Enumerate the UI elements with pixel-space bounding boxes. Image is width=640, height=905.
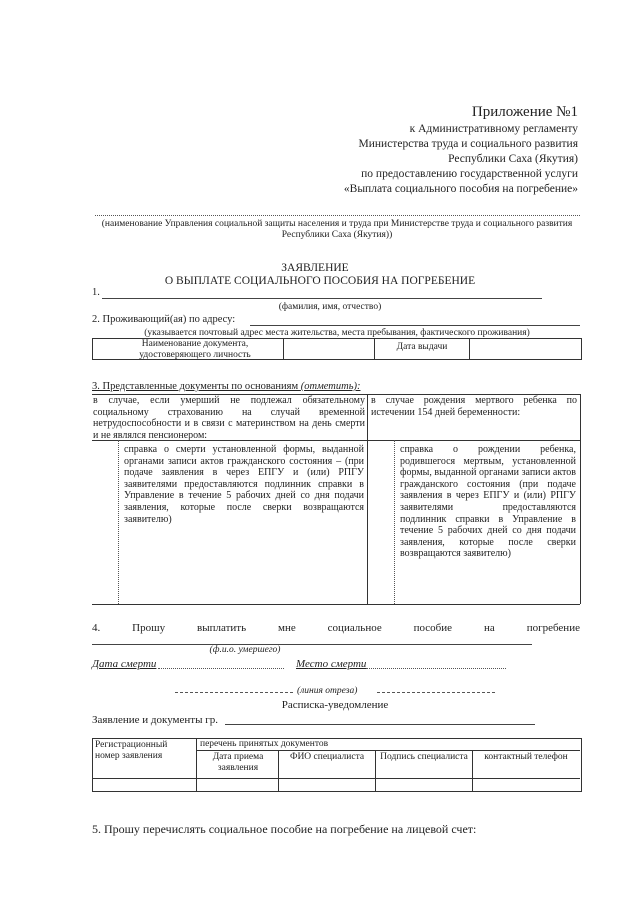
appendix-title: Приложение №1 xyxy=(471,104,578,120)
request-word: на xyxy=(483,622,495,634)
dept-line xyxy=(95,215,580,216)
request-word: пособие xyxy=(413,622,453,634)
docs-right-head: в случае рождения мертвого ребенка по истечении 154 дней беременности: xyxy=(371,395,577,418)
receipt-title: Расписка-уведомление xyxy=(281,699,389,711)
item1-number: 1. xyxy=(92,287,100,298)
docs-heading xyxy=(92,381,492,393)
cut-line-right xyxy=(377,692,495,693)
docs-right-body: справка о рождении ребенка, родившегося мертвым, установленной формы, выданной органами записи актов гражданского состояния (при подаче заявления в через ЕПГУ и (или) РПГУ заявителями предоставляются подлинник справки в Управление в течение 5 рабочих дней со дня подачи заявления, которые после сверки возвращаются заявителю) xyxy=(400,444,576,560)
header-line: к Административному регламенту xyxy=(409,123,578,135)
docs-left-head: в случае, если умерший не подлежал обязательному социальному страхованию на случай временной нетрудоспособности и в связи с материнством на день смерти и не являлся пенсионером: xyxy=(93,395,365,441)
header-line: «Выплата социального пособия на погребение» xyxy=(343,183,578,195)
docs-heading-prefix: 3. Представленные документы по основаниям xyxy=(92,381,301,392)
request-word: мне xyxy=(278,622,296,634)
left-doc-checkbox[interactable] xyxy=(93,441,117,603)
receipt-label: Заявление и документы гр. xyxy=(92,714,218,726)
reg-table-divider xyxy=(278,750,279,791)
request-word: погребение xyxy=(526,622,580,634)
docs-heading-mark: (отметить): xyxy=(300,381,361,392)
cut-line-label: (линия отреза) xyxy=(297,686,358,696)
docs-table-bottom xyxy=(92,604,580,605)
reg-table-divider xyxy=(196,738,197,791)
docs-list-header: перечень принятых документов xyxy=(200,739,329,749)
death-place-label: Место смерти xyxy=(296,658,367,670)
cut-line-left xyxy=(175,692,293,693)
dept-caption: (наименование Управления социальной защиты населения и труда при Министерстве труда и социального развития Республики Саха (Якутия)) xyxy=(101,219,573,240)
docs-table-right xyxy=(580,394,581,604)
header-line: Республики Саха (Якутия) xyxy=(448,153,578,165)
left-checkbox-cell-border xyxy=(118,440,119,604)
reg-number-header: Регистрационный номер заявления xyxy=(95,740,168,761)
right-checkbox-cell-border xyxy=(394,440,395,604)
id-issue-date: Дата выдачи xyxy=(396,342,448,352)
reg-table-divider xyxy=(375,750,376,791)
doc-title: ЗАЯВЛЕНИЕ xyxy=(281,262,349,274)
header-line: по предоставлению государственной услуги xyxy=(361,168,578,180)
address-field[interactable] xyxy=(250,325,580,326)
id-doc-name: Наименование документа, удостоверяющего личность xyxy=(139,339,251,360)
id-date-cell[interactable] xyxy=(470,339,579,358)
reg-table-divider xyxy=(472,750,473,791)
reg-col-header: ФИО специалиста xyxy=(289,752,365,762)
request-word: Прошу xyxy=(132,622,166,634)
reg-table-subheader-line xyxy=(196,750,580,751)
address-label: 2. Проживающий(ая) по адресу: xyxy=(92,314,236,325)
fio-caption: (фамилия, имя, отчество) xyxy=(278,302,382,312)
reg-col-header: контактный телефон xyxy=(484,752,568,762)
deceased-caption: (ф.и.о. умершего) xyxy=(209,645,281,655)
address-caption: (указывается почтовый адрес места жительства, места пребывания, фактического проживания) xyxy=(144,328,530,338)
death-date-label: Дата смерти xyxy=(92,658,157,670)
reg-table-row-line xyxy=(92,778,580,779)
doc-subtitle: О ВЫПЛАТЕ СОЦИАЛЬНОГО ПОСОБИЯ НА ПОГРЕБЕНИЕ xyxy=(164,275,476,287)
death-place-field[interactable] xyxy=(366,668,506,669)
death-date-field[interactable] xyxy=(158,668,284,669)
fio-field[interactable] xyxy=(102,298,542,299)
header-line: Министерства труда и социального развития xyxy=(358,138,578,150)
right-doc-checkbox[interactable] xyxy=(368,441,393,603)
request-word: выплатить xyxy=(197,622,247,634)
request-line xyxy=(92,622,580,634)
id-table-divider xyxy=(374,338,375,359)
receipt-name-field[interactable] xyxy=(225,724,535,725)
reg-col-header: Дата приема заявления xyxy=(212,752,264,773)
request-word: социальное xyxy=(327,622,382,634)
docs-left-body: справка о смерти установленной формы, выданной органами записи актов гражданского состояния – (при подаче заявления в через ЕПГУ и (или) РПГУ заявителями предоставляются подлинник справки в Управление в течение 5 рабочих дней со дня подачи заявления, которые после сверки возвращаются заявителю) xyxy=(124,444,364,525)
reg-col-header: Подпись специалиста xyxy=(380,752,468,762)
request-word: 4. xyxy=(92,622,101,634)
bank-account-label: 5. Прошу перечислять социальное пособие на погребение на лицевой счет: xyxy=(92,822,477,836)
id-number-cell[interactable] xyxy=(284,339,373,358)
